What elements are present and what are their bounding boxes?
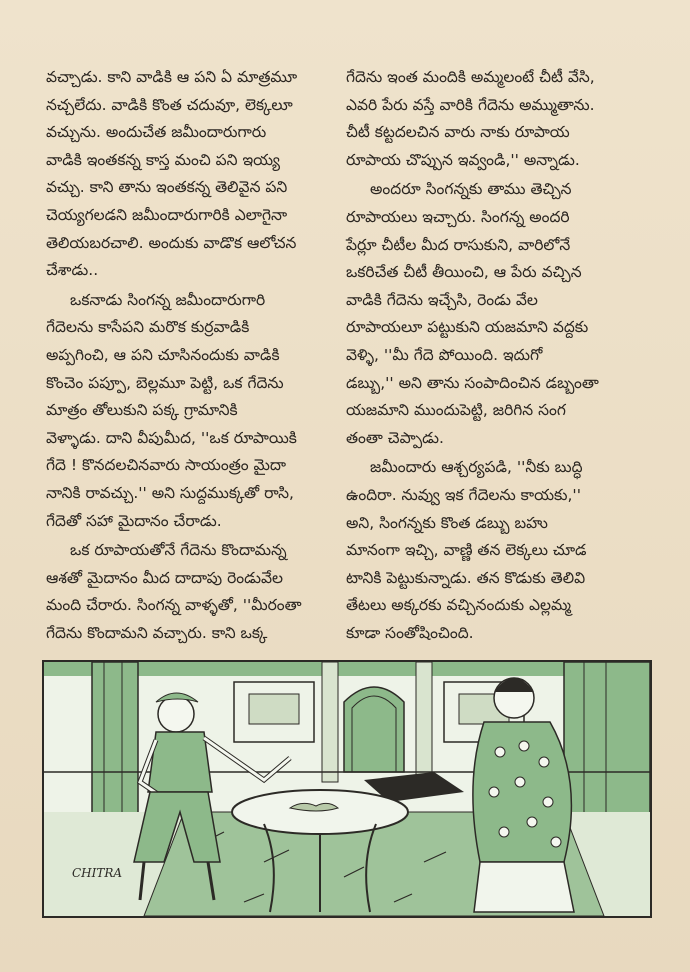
left-column	[46, 64, 346, 647]
paragraph: అందరూ సింగన్నకు తాము తెచ్చిన రూపాయలు ఇచ్చారు. సింగన్న అందరి పేర్లూ చీటీల మీద రాసుకుని, వారిలోనే ఒకరిచేత చీటీ తీయించి, ఆ పేరు వచ్చిన వాడికి గేదెను ఇచ్చేసి, రెండు వేల రూపాయలూ పట్టుకుని యజమాని వద్దకు వెళ్ళి, ''మీ గేదె పోయింది. ఇదుగో డబ్బు,'' అని తాను సంపాదించిన డబ్బంతా యజమాని ముందుపెట్టి, జరిగిన సంగ తంతా చెప్పాడు.	[346, 180, 599, 447]
illustrator-signature: CHITRA	[72, 866, 123, 880]
story-illustration	[42, 660, 652, 918]
paragraph: ఒకనాడు సింగన్న జమీందారుగారి గేదెలను కాసేపని మరొక కుర్రవాడికి అప్పగించి, ఆ పని చూసినందుకు వాడికి కొంచెం పప్పూ, బెల్లమూ పెట్టి, ఒక గేదెను మాత్రం తోలుకుని పక్క గ్రామానికి వెళ్ళాడు. దాని వీపుమీద, ''ఒక రూపాయికి గేదె ! కొనదలచినవారు సాయంత్రం మైదా నానికి రావచ్చు.'' అని సుద్దముక్కతో రాసి, గేదెతో సహా మైదానం చేరాడు.	[46, 290, 297, 530]
paragraph: గేదెను ఇంత మందికి అమ్మలంటే చీటీ వేసి, ఎవరి పేరు వస్తే వారికి గేదెను అమ్ముతాను. చీటీ కట్టదలచిన వారు నాకు రూపాయ రూపాయ చొప్పున ఇవ్వండి,'' అన్నాడు.	[346, 68, 595, 169]
paragraph: జమీందారు ఆశ్చర్యపడి, ''నీకు బుద్ధి ఉందిరా. నువ్వు ఇక గేదెలను కాయకు,'' అని, సింగన్నకు కొంత డబ్బు బహు మానంగా ఇచ్చి, వాణ్ణి తన లెక్కలు చూడ టానికి పెట్టుకున్నాడు. తన కొడుకు తెలివి తేటలు అక్కరకు వచ్చినందుకు ఎల్లమ్మ కూడా సంతోషించింది.	[346, 458, 587, 642]
paragraph: ఒక రూపాయతోనే గేదెను కొందామన్న ఆశతో మైదానం మీద దాదాపు రెండువేల మంది చేరారు. సింగన్న వాళ్ళతో, ''మీరంతా గేదెను కొందామని వచ్చారు. కాని ఒక్క	[46, 541, 302, 642]
right-column	[346, 64, 646, 647]
illustration-scene	[44, 662, 650, 916]
paragraph: వచ్చాడు. కాని వాడికి ఆ పని ఏ మాత్రమూ నచ్చలేదు. వాడికి కొంత చదువూ, లెక్కలూ వచ్చును. అందుచేత జమీందారుగారు వాడికి ఇంతకన్న కాస్త మంచి పని ఇయ్య వచ్చు. కాని తాను ఇంతకన్న తెలివైన పని చెయ్యగలడని జమీందారుగారికి ఎలాగైనా తెలియబరచాలి. అందుకు వాడొక ఆలోచన చేశాడు..	[46, 68, 298, 280]
